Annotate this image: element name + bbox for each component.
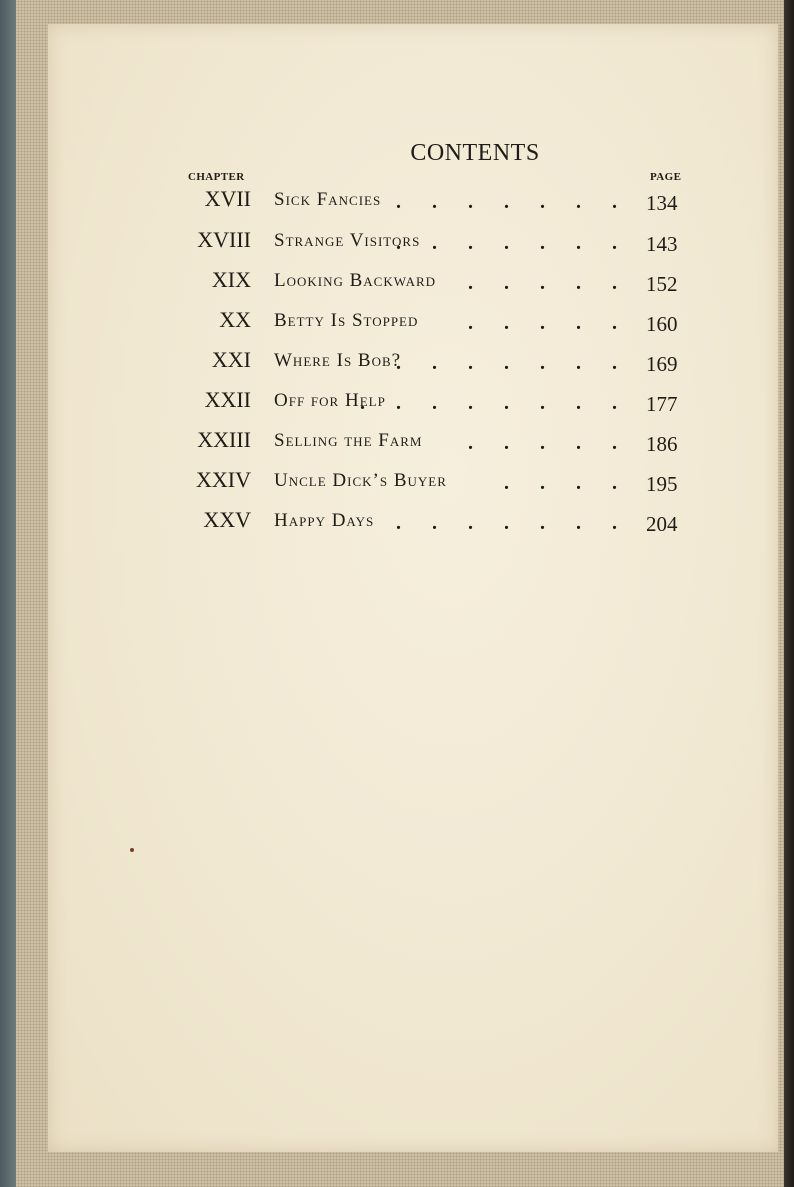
chapter-number: XIX [211,267,251,292]
chapter-title: Where Is Bob? [274,350,402,371]
contents-row [48,507,778,543]
chapter-number: XXIV [196,467,251,492]
page-number: 186 [646,432,678,456]
contents-row [48,227,778,263]
table-of-contents [48,24,778,624]
dot-leader: . . . . . [468,312,630,334]
page-title: CONTENTS [410,140,540,166]
chapter-title: Off for Help [274,390,386,411]
contents-row [48,347,778,383]
cover-left-edge [0,0,16,1187]
chapter-title: Selling the Farm [274,430,423,451]
contents-row [48,267,778,303]
dot-leader: . . . . . . . [396,512,630,534]
page-column-label: PAGE [650,171,682,183]
dot-leader: . . . . . [468,272,630,294]
dot-leader: . . . . [504,472,630,494]
contents-row [48,307,778,343]
chapter-title: Happy Days [274,510,375,531]
chapter-title: Strange Visitors [274,230,421,251]
paper-blemish [130,848,134,852]
page-number: 204 [646,512,678,536]
chapter-number: XVII [204,186,251,211]
chapter-number: XX [219,307,251,332]
chapter-title: Looking Backward [274,270,437,291]
dot-leader: . . . . . . . [396,232,630,254]
page-number: 143 [646,232,678,256]
chapter-number: XXIII [197,427,251,452]
dot-leader: . . . . . . . . [360,392,630,414]
page-number: 169 [646,352,678,376]
chapter-number: XXV [203,507,251,532]
contents-row [48,427,778,463]
page-number: 195 [646,472,678,496]
dot-leader: . . . . . [468,432,630,454]
chapter-number: XVIII [197,227,251,252]
page-number: 134 [646,191,678,215]
contents-row [48,467,778,503]
contents-row [48,387,778,423]
chapter-title: Sick Fancies [274,189,382,210]
page-number: 160 [646,312,678,336]
page-number: 177 [646,392,678,416]
chapter-title: Betty Is Stopped [274,310,419,331]
cover-right-edge [784,0,794,1187]
dot-leader: . . . . . . . [396,191,630,213]
chapter-column-label: CHAPTER [188,171,245,183]
chapter-number: XXII [204,387,251,412]
dot-leader: . . . . . . . [396,352,630,374]
contents-row [48,186,778,222]
chapter-number: XXI [211,347,251,372]
chapter-title: Uncle Dick’s Buyer [274,470,447,491]
book-page [48,24,778,1152]
page-number: 152 [646,272,678,296]
